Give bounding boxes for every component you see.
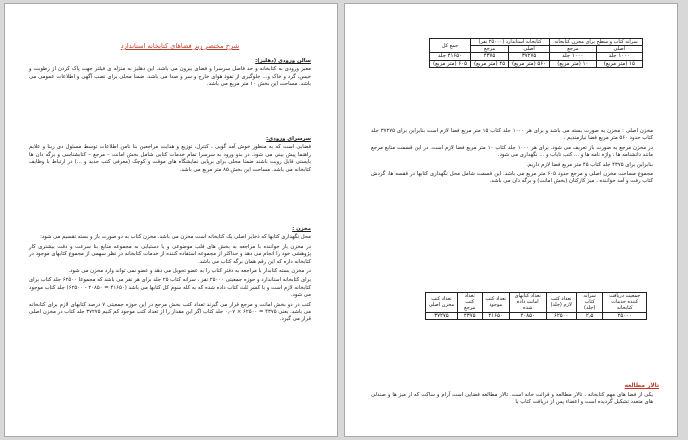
page-title: شرح مختصر ریز فضاهای کتابخانه استاندارد [120,42,240,50]
table-cell: ۴۱۶۵۰ جلد [430,53,471,60]
table-header: سرانه کتاب و سطح برای مخزن کتابخانه [550,39,643,46]
table-header: تعداد کتابهای امانت داده شده [509,293,546,313]
section-paragraph: کتب در دو بخش امانت و مرجع قرار می گیرند تعداد کتب بخش مرجع در این حوزه جمعیتی ۷ درصد کتابهای لازم برای کتابخانه می باشد. یعنی ۴۳۷۵ = ۶۲۵۰۰ × ۰٫۰۷ جلد کتاب اگر این مقدار را از تعداد کتب موجود کم کنیم ۳۷۲۷۵ جلد کتاب در مخزن اصلی قرار می گیرد. [29,301,311,323]
section-paragraph: در مخزن باز خواننده با مراجعه به بخش های قلب موضوعی و یا دستیابی به مجموعه منابع بنا سرعت و دقت بیشتری کار پژوهشی خود را انجام می دهد و حداکثر از مجموعه استفاده کننده از خدمات کتابخانه در نظر سهمی از مجموع کتابهای موجود در کتابخانه داره که این رقم همان برگه کتاب می باشد. [29,243,311,265]
table-cell: ۶۲۵۰۰ [546,312,576,319]
table-cell: ۱۰۰۰ جلد [550,53,596,60]
section-heading: سالن ورودی (دهلیز): [255,58,311,64]
table-cell: ۳۷۲۷۵ [509,53,550,60]
table-cell: ۱۵ (متر مربع) [596,60,642,67]
section-heading: سرسرای ورودی: [266,136,311,142]
stack-area-table [429,38,643,68]
table-header: کتابخانه استاندارد (۲۵۰۰۰ نفر) [471,39,550,46]
table-cell: ۴۱۶۵۰ [482,312,509,319]
section-entrance-hall [29,58,311,91]
table-cell: ۴۳۷۵ [471,53,509,60]
reading-hall-text [371,392,653,409]
table-header: تعداد کتب مرجع [457,293,482,313]
document-page-right [344,3,678,437]
section-paragraph: بنابراین برای ۴۳۷۵ جلد کتاب ۴۵ متر مربع فضا لازم داریم. [526,161,653,168]
table-cell: ۶۰۵ (متر مربع) [430,60,471,67]
table-subheader: مرجع [471,46,509,53]
book-count-table [425,292,647,320]
section-heading: مخزن : [292,226,311,232]
table-cell: ۴۳۷۵ [457,312,482,319]
section-paragraph: مخزن اصلی : مخزن به صورت بسته می باشد و برای هر ۱۰۰۰ جلد کتاب ۱۵ متر مربع فضا لازم است بنابراین برای ۳۷۲۷۵ جلد کتاب حدود ۵۶۰ متر مربع فضا نیازمندیم . [371,128,653,142]
table-cell: ۴۵ (متر مربع) [471,60,509,67]
table-row [426,312,647,319]
section-stacks [29,226,311,326]
section-lobby [29,136,311,176]
document-page-left [4,3,338,437]
section-paragraph: محل نگهداری کتابها که ذخایر اصلی یک کتابخانه است مخزن می باشد. مخزن کتاب به دو صورت باز و بسته تقسیم می شود: [40,234,311,241]
section-paragraph: یکی از فضا های مهم کتابخانه ، تالار مطالعه و قرائت خانه است. تالار مطالعه فضایی است آرام و ساکت که از میز ها و صندلی های متعدد تشکیل گردیده است و اعضاء پس از دریافت کتاب یا [371,392,653,406]
stacks-description [371,128,653,188]
table-cell: ۱۰۰۰ جلد [596,53,642,60]
section-paragraph: معبر ورودی به کتابخانه و حد فاصل سرسرا و فضای بیرون می باشد. این دهلیز به منزله ی فیلتر جهت پاک کردن از رطوبت و خیس، گرد و خاک و... جلوگیری از نفوذ هوای خارج و سر و صدا می باشد. ضمنا محلی برای نصب آگهی و اطلاعات عمومی می باشد. مساحت این بخش ۱۰ متر مربع می باشد. [29,66,311,88]
section-heading-reading-hall: تالار مطالعه [624,383,659,389]
section-paragraph: مجموع مساحت مخزن اصلی و مرجع حدود ۶۰۵ متر مربع می باشد. این قسمت شامل محل نگهداری کتابها در قفسه ها، گردش کتاب رفت و آمد خواننده ، میز کارکنان (بخش امانت) و برگه دان می باشد. [371,171,653,185]
table-header: تعداد کتب لازم (جلد) [546,293,576,313]
table-cell: ۳۷۲۷۵ [426,312,458,319]
table-header: تعداد کتب موجود [482,293,509,313]
section-paragraph: برای کتابخانه استاندارد و حوزه جمعیتی ۲۵۰۰۰ نفر ، سرانه کتاب ۲۵ جلد برای هر نفر می باشد که مجموعا ۶۲۵۰۰ جلد کتاب برای کتابخانه لازم است و با کسر ثلث کتاب داده شده که به کله سوم کل کتابها می باشد (۴۱۶۵۰ = ۲۰۸۵۰ - ۶۲۵۰۰) جلد کتاب موجود می شود. [29,277,311,299]
section-paragraph: فضایی است که به منظور خوش آمد گویی ، کنترل، توزیع و هدایت مراجعین بنا نامن اطلاعات توسط مسئول دی رینا و علایم راهنما پیش بینی می شود. در بدو ورود به سرسرا تمام خدمات کتابی شامل بخش امانت – مرجع – کتابشناسی و برگه دان ها بایستی قابل رویت باشند ضمنا محلی برای برپایی نمایشگاه های موقت و کوچک (معرفی کتب جدید و ...) در ارتباط با وظایف کتابخانه می باشد. مساحت این بخش ۸۵ متر مربع می باشد. [29,144,311,173]
table-cell: ۱۰ (متر مربع) [550,60,596,67]
table-cell: ۲٫۵ [576,312,603,319]
table-subheader: مرجع [550,46,596,53]
table-cell: ۲۵۰۰۰ [603,312,647,319]
section-paragraph: در مخزن بسته کتابدار با مراجعه به دفتر کتاب را به عضو تحویل می دهد و عضو نمی تواند وارد مخزن می شود. [68,268,311,275]
table-header: جمعیت دریافت کننده خدمات کتابخانه [603,293,647,313]
table-cell: ۵۶۰ (متر مربع) [509,60,550,67]
table-header: سرانه کتاب (جلد) [576,293,603,313]
table-cell: ۲۰۸۵۰ [509,312,546,319]
table-row [430,53,643,60]
table-header: تعداد کتب مخزن اصلی [426,293,458,313]
table-header: جمع کل [430,39,471,53]
section-paragraph: در مخزن مرجع به صورت باز تعریف می شود. برای هر ۱۰۰۰ جلد کتاب ۱۰ متر مربع فضا لازم است. در این قسمت منابع مرجع مانند دانشنامه ها ، واژه نامه ها و ... کتب نایاب و ... نگهداری می شود. [371,144,653,159]
table-subheader: اصلی [596,46,642,53]
table-subheader: اصلی [509,46,550,53]
table-row [430,60,643,67]
